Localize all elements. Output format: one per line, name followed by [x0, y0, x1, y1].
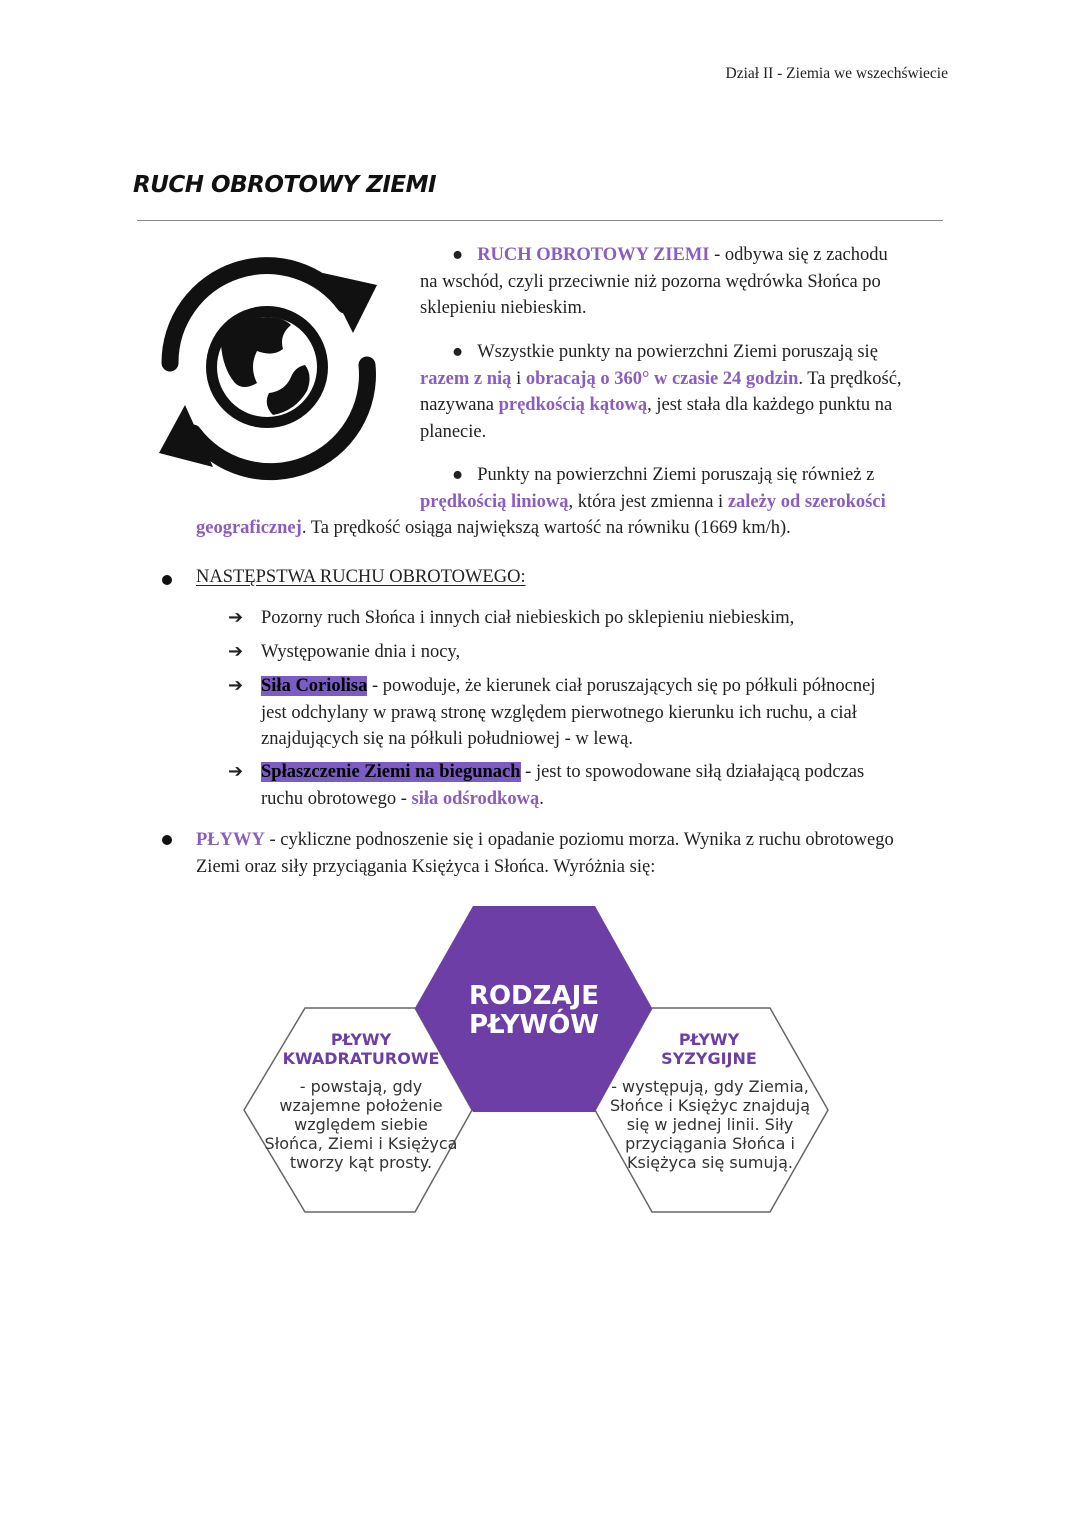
tides-paragraph: [196, 827, 966, 880]
rotation-definition-line: na wschód, czyli przeciwnie niż pozorna wędrówka Słońca po: [420, 271, 881, 292]
highlight-term: geograficznej: [196, 518, 302, 538]
right-title-line: SYZYGIJNE: [661, 1049, 757, 1068]
flattening-text: - jest to spowodowane siłą działającą podczas: [520, 762, 865, 782]
list-item: [228, 759, 928, 812]
description-line: tworzy kąt prosty.: [289, 1153, 433, 1172]
rotation-definition-line: sklepieniu niebieskim.: [420, 298, 587, 318]
angular-velocity-paragraph: [420, 339, 960, 445]
coriolis-text: jest odchylany w prawą stronę względem pierwotnego kierunku ich ruchu, a ciał: [261, 702, 857, 723]
flattening-text: .: [539, 788, 544, 809]
list-item-text: [261, 673, 928, 753]
left-title-line: KWADRATUROWE: [282, 1049, 440, 1068]
bullet-icon: ●: [452, 245, 464, 265]
linear-velocity-text: Punkty na powierzchni Ziemi poruszają się również z: [477, 465, 875, 485]
tides-term: PŁYWY: [196, 830, 265, 850]
list-item-text: [261, 759, 928, 812]
angular-velocity-text: i: [511, 368, 526, 389]
highlight-term: razem z nią: [420, 368, 512, 389]
description-line: - występują, gdy Ziemia,: [611, 1077, 809, 1096]
list-item-text: Występowanie dnia i nocy,: [261, 642, 461, 662]
angular-velocity-text: , jest stała dla każdego punktu na: [647, 395, 893, 415]
title-divider: [137, 220, 943, 221]
description-line: względem siebie: [294, 1115, 428, 1134]
arrow-icon: ➔: [228, 641, 244, 662]
linear-velocity-text: , która jest zmienna i: [568, 491, 728, 512]
left-title-line: PŁYWY: [330, 1030, 392, 1049]
right-description: [610, 1077, 810, 1172]
angular-velocity-text: . Ta prędkość,: [798, 368, 902, 389]
center-title-line: RODZAJE: [468, 981, 600, 1011]
arrow-icon: ➔: [228, 607, 244, 628]
rotation-definition-text: - odbywa się z zachodu: [709, 245, 888, 265]
right-title-line: PŁYWY: [678, 1030, 740, 1049]
description-line: - powstają, gdy: [299, 1077, 423, 1096]
tides-text: - cykliczne podnoszenie się i opadanie poziomu morza. Wynika z ruchu obrotowego: [264, 830, 894, 850]
coriolis-text: znajdujących się na półkuli południowej - w lewą.: [261, 729, 633, 749]
description-line: przyciągania Słońca i: [625, 1134, 795, 1153]
highlight-term: prędkością kątową: [498, 395, 648, 415]
highlight-term: siła odśrodkową: [411, 788, 540, 809]
page-title: RUCH OBROTOWY ZIEMI: [133, 172, 437, 198]
description-line: wzajemne położenie: [279, 1096, 443, 1115]
rotation-definition-paragraph: [420, 242, 960, 322]
linear-velocity-paragraph-top: [420, 462, 980, 515]
header-section-label: Dział II - Ziemia we wszechświecie: [725, 65, 948, 82]
bullet-icon: [162, 575, 172, 585]
arrow-icon: ➔: [228, 761, 244, 782]
tides-text: Ziemi oraz siły przyciągania Księżyca i Słońca. Wyróżnia się:: [196, 856, 656, 877]
highlight-term: prędkością liniową: [420, 491, 569, 512]
description-line: Słońca, Ziemi i Księżyca: [264, 1134, 458, 1153]
rotation-earth-icon: [145, 245, 390, 490]
linear-velocity-paragraph-bottom: [196, 515, 956, 542]
description-line: Słońce i Księżyc znajdują: [609, 1096, 811, 1115]
angular-velocity-text: nazywana: [420, 395, 499, 415]
rotation-term: RUCH OBROTOWY ZIEMI: [477, 245, 710, 265]
linear-velocity-text: . Ta prędkość osiąga największą wartość na równiku (1669 km/h).: [301, 518, 791, 538]
consequences-heading: NASTĘPSTWA RUCHU OBROTOWEGO:: [196, 567, 526, 587]
bullet-icon: ●: [452, 465, 464, 485]
angular-velocity-text: Wszystkie punkty na powierzchni Ziemi poruszają się: [477, 342, 878, 362]
coriolis-text: - powoduje, że kierunek ciał poruszających się po półkuli północnej: [367, 676, 876, 696]
bullet-icon: [162, 835, 172, 845]
flattening-text: ruchu obrotowego -: [261, 788, 412, 809]
description-line: Księżyca się sumują.: [627, 1153, 793, 1172]
description-line: się w jednej linii. Siły: [626, 1115, 794, 1134]
list-item: [228, 605, 928, 632]
center-title-line: PŁYWÓW: [469, 1010, 599, 1040]
bullet-icon: ●: [452, 342, 464, 362]
highlight-term: obracają o 360° w czasie 24 godzin: [525, 368, 799, 389]
highlight-term: Siła Coriolisa: [261, 676, 368, 696]
highlight-term: Spłaszczenie Ziemi na biegunach: [261, 762, 521, 782]
tides-types-diagram: [240, 900, 840, 1220]
list-item: [228, 639, 928, 666]
highlight-term: zależy od szerokości: [727, 491, 886, 512]
arrow-icon: ➔: [228, 675, 244, 696]
list-item: [228, 673, 928, 753]
angular-velocity-text: planecie.: [420, 421, 487, 442]
list-item-text: Pozorny ruch Słońca i innych ciał niebieskich po sklepieniu niebieskim,: [261, 608, 795, 628]
